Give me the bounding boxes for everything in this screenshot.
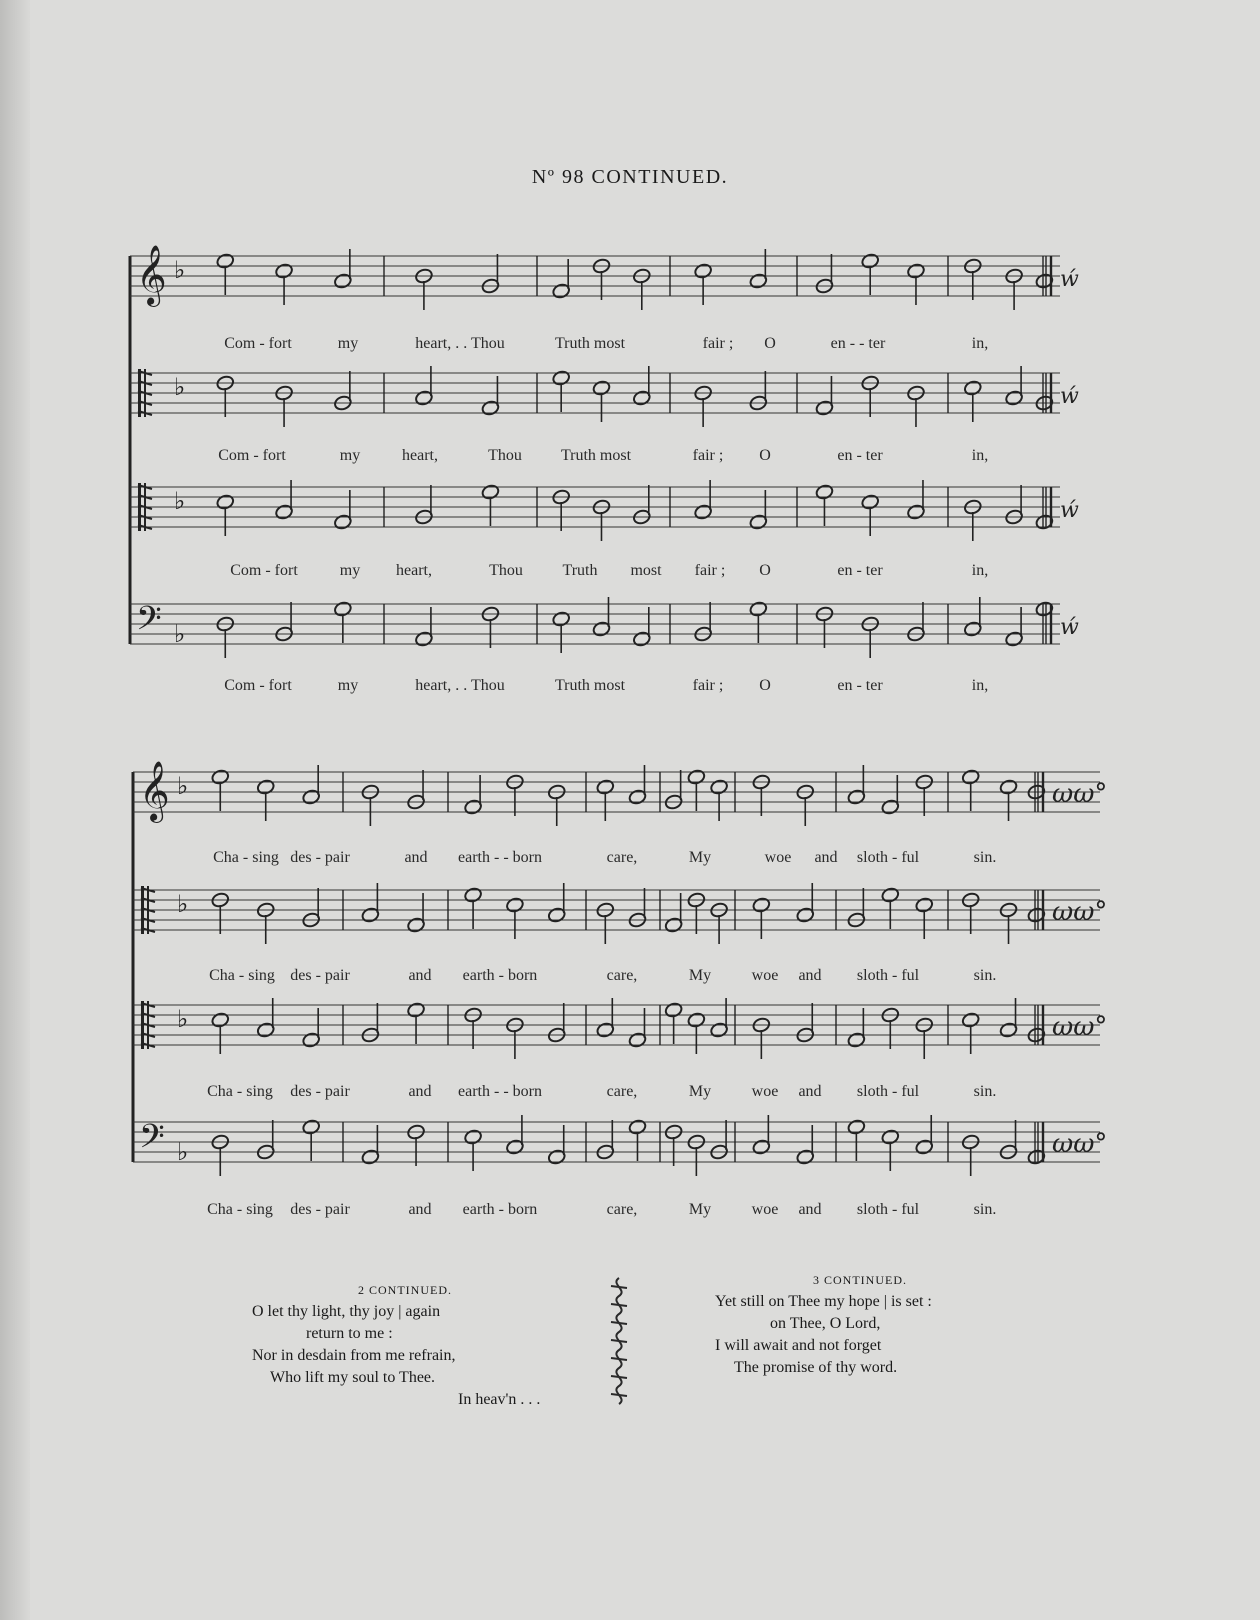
note-head — [592, 597, 611, 637]
verse-3-line: The promise of thy word. — [734, 1359, 898, 1376]
lyric-syllable: earth - born — [462, 967, 538, 984]
note-head — [915, 897, 934, 939]
note-head — [752, 1017, 771, 1059]
note-head — [481, 376, 500, 416]
note-head — [687, 769, 706, 811]
note-head — [333, 371, 352, 411]
note-head — [796, 883, 815, 923]
note-head — [361, 784, 380, 826]
lyric-syllable: in, — [971, 335, 989, 352]
lyric-syllable: care, — [606, 1083, 638, 1100]
note-head — [505, 774, 524, 816]
note-head — [596, 1120, 615, 1160]
lyric-syllable: Com - fort — [224, 677, 292, 694]
note-head — [632, 607, 651, 647]
note-head — [406, 1002, 425, 1044]
note-head — [961, 892, 980, 934]
lyric-syllable: Cha - sing — [207, 1083, 273, 1100]
custos-icon: ωω° — [1052, 897, 1108, 927]
note-head — [815, 606, 834, 648]
verse-2-heading: 2 CONTINUED. — [358, 1283, 452, 1297]
lyric-syllable: My — [688, 1201, 712, 1218]
note-head — [752, 774, 771, 816]
note-head — [216, 494, 235, 536]
note-head — [414, 366, 433, 406]
verse-3-line: I will await and not forget — [715, 1337, 882, 1354]
note-head — [906, 602, 925, 642]
note-head — [361, 883, 380, 923]
lyric-syllable: Cha - sing — [209, 967, 275, 984]
note-head — [505, 1115, 524, 1155]
note-head — [861, 494, 880, 536]
note-head — [847, 888, 866, 928]
note-head — [999, 998, 1018, 1038]
note-head — [752, 897, 771, 939]
lyric-syllable: in, — [971, 447, 989, 464]
lyric-syllable: earth - - born — [458, 849, 542, 866]
lyric-syllable: Com - fort — [218, 447, 286, 464]
custos-icon: ωω° — [1052, 1012, 1108, 1042]
note-head — [211, 1012, 230, 1054]
lyric-syllable: my — [337, 677, 359, 694]
lyric-syllable: Truth — [562, 562, 598, 579]
lyric-syllable: sloth - ful — [856, 1201, 920, 1218]
flat-icon: ♭ — [177, 1005, 189, 1033]
verse-2-line: Nor in desdain from me refrain, — [252, 1347, 456, 1364]
lyric-syllable: sloth - ful — [856, 1083, 920, 1100]
note-head — [481, 254, 500, 294]
lyric-syllable: fair ; — [692, 447, 724, 464]
note-head — [861, 616, 880, 658]
lyric-syllable: care, — [606, 967, 638, 984]
note-head — [361, 1003, 380, 1043]
bass-clef-icon: 𝄢 — [139, 1118, 165, 1164]
note-head — [302, 1008, 321, 1048]
lyric-syllable: care, — [606, 1201, 638, 1218]
lyric-syllable: Thou — [488, 447, 522, 464]
note-head — [333, 490, 352, 530]
note-head — [333, 601, 352, 643]
note-head — [592, 380, 611, 422]
note-head — [414, 607, 433, 647]
lyric-syllable: My — [688, 849, 712, 866]
note-head — [628, 1119, 647, 1161]
lyric-syllable: sin. — [973, 967, 997, 984]
lyric-syllable: my — [339, 562, 361, 579]
lyric-syllable: des - pair — [290, 1083, 350, 1100]
note-head — [216, 375, 235, 417]
note-head — [906, 263, 925, 305]
note-head — [847, 1008, 866, 1048]
note-head — [552, 259, 571, 299]
lyric-syllable: woe — [751, 967, 779, 984]
note-head — [915, 774, 934, 816]
notation-marks — [136, 245, 1107, 1176]
lyric-syllable: My — [688, 967, 712, 984]
note-head — [406, 893, 425, 933]
custos-icon: ωω° — [1052, 779, 1108, 809]
note-head — [211, 892, 230, 934]
note-head — [592, 499, 611, 541]
lyric-syllable: woe — [764, 849, 792, 866]
verse-2-block — [240, 1279, 570, 1411]
verse-3-line: Yet still on Thee my hope | is set : — [715, 1293, 932, 1310]
note-head — [749, 249, 768, 289]
lyric-syllable: en - ter — [837, 677, 883, 694]
note-head — [274, 385, 293, 427]
note-head — [632, 366, 651, 406]
note-head — [596, 779, 615, 821]
note-head — [302, 888, 321, 928]
note-head — [632, 268, 651, 310]
lyric-syllable: and — [798, 967, 822, 984]
lyric-syllable: Cha - sing — [207, 1201, 273, 1218]
note-head — [687, 1012, 706, 1054]
note-head — [847, 765, 866, 805]
note-head — [710, 998, 729, 1038]
note-head — [906, 480, 925, 520]
custos-icon: ẃ — [1060, 498, 1079, 523]
note-head — [710, 779, 729, 821]
note-head — [216, 616, 235, 658]
note-head — [1005, 485, 1024, 525]
note-head — [547, 883, 566, 923]
lyric-syllable: sin. — [973, 849, 997, 866]
note-head — [749, 601, 768, 643]
lyric-syllable: sloth - ful — [856, 967, 920, 984]
note-head — [796, 1003, 815, 1043]
note-head — [796, 1125, 815, 1165]
note-head — [881, 1129, 900, 1171]
note-head — [547, 1125, 566, 1165]
note-head — [361, 1125, 380, 1165]
staff-lines — [130, 256, 1100, 1162]
note-head — [999, 779, 1018, 821]
note-head — [464, 775, 483, 815]
note-head — [915, 1017, 934, 1059]
note-head — [211, 1134, 230, 1176]
note-head — [256, 779, 275, 821]
lyric-syllable: en - ter — [837, 562, 883, 579]
note-head — [963, 499, 982, 541]
lyric-syllable: O — [759, 562, 771, 579]
lyric-syllable: en - ter — [837, 447, 883, 464]
lyric-syllable: heart, — [402, 447, 438, 464]
note-head — [847, 1119, 866, 1161]
lyric-syllable: O — [759, 447, 771, 464]
note-head — [216, 253, 235, 295]
note-head — [961, 769, 980, 811]
note-head — [596, 998, 615, 1038]
note-head — [999, 1120, 1018, 1160]
lyric-syllable: des - pair — [290, 1201, 350, 1218]
lyric-syllable: woe — [751, 1083, 779, 1100]
note-head — [1005, 607, 1024, 647]
note-head — [464, 1007, 483, 1049]
lyric-syllable: and — [404, 849, 428, 866]
lyric-syllable: in, — [971, 677, 989, 694]
lyric-syllable: O — [759, 677, 771, 694]
lyric-syllable: Cha - sing — [213, 849, 279, 866]
note-head — [632, 485, 651, 525]
lyric-syllable: in, — [971, 562, 989, 579]
lyric-syllable: my — [339, 447, 361, 464]
note-head — [752, 1115, 771, 1155]
custos-icon: ẃ — [1060, 615, 1079, 640]
lyric-syllable: Com - fort — [224, 335, 292, 352]
lyric-syllable: and — [408, 1201, 432, 1218]
flat-icon: ♭ — [174, 373, 186, 401]
note-head — [796, 784, 815, 826]
lyric-syllable: Truth most — [560, 447, 632, 464]
lyric-syllable: earth - born — [462, 1201, 538, 1218]
lyric-syllable: sin. — [973, 1083, 997, 1100]
note-head — [664, 893, 683, 933]
note-head — [464, 1129, 483, 1171]
note-head — [505, 1017, 524, 1059]
lyric-syllable: O — [764, 335, 776, 352]
note-head — [815, 254, 834, 294]
verse-2-line: In heav'n . . . — [458, 1391, 541, 1408]
bass-clef-icon: 𝄢 — [136, 600, 162, 646]
note-head — [302, 1119, 321, 1161]
note-head — [628, 765, 647, 805]
flat-icon: ♭ — [174, 256, 186, 284]
note-head — [552, 611, 571, 653]
note-head — [1005, 366, 1024, 406]
note-head — [749, 490, 768, 530]
note-head — [963, 258, 982, 300]
lyric-syllable: woe — [751, 1201, 779, 1218]
note-head — [664, 1002, 683, 1044]
note-head — [694, 602, 713, 642]
lyric-syllable: most — [630, 562, 662, 579]
note-head — [256, 998, 275, 1038]
note-head — [552, 370, 571, 412]
treble-clef-icon: 𝄞 — [139, 761, 170, 821]
note-head — [547, 784, 566, 826]
note-head — [963, 380, 982, 422]
note-head — [881, 775, 900, 815]
lyric-syllable: des - pair — [290, 967, 350, 984]
note-head — [505, 897, 524, 939]
note-head — [406, 1124, 425, 1166]
note-head — [274, 480, 293, 520]
note-head — [302, 765, 321, 805]
lyric-syllable: and — [814, 849, 838, 866]
verse-3-block — [700, 1269, 1020, 1379]
lyric-syllable: and — [798, 1201, 822, 1218]
note-head — [963, 597, 982, 637]
note-head — [694, 385, 713, 427]
note-head — [481, 606, 500, 648]
lyric-syllable: heart, . . Thou — [415, 335, 505, 352]
lyric-syllable: My — [688, 1083, 712, 1100]
note-head — [481, 484, 500, 526]
note-head — [664, 1124, 683, 1166]
lyric-syllable: sloth - ful — [856, 849, 920, 866]
note-head — [694, 480, 713, 520]
lyric-syllable: fair ; — [702, 335, 734, 352]
lyric-syllable: sin. — [973, 1201, 997, 1218]
note-head — [628, 1008, 647, 1048]
note-head — [881, 1007, 900, 1049]
fleuron-ornament — [606, 1276, 632, 1411]
note-head — [414, 268, 433, 310]
note-head — [906, 385, 925, 427]
lyric-syllable: Truth most — [554, 677, 626, 694]
note-head — [1005, 268, 1024, 310]
verse-2-line: Who lift my soul to Thee. — [270, 1369, 436, 1386]
flat-icon: ♭ — [177, 890, 189, 918]
custos-icon: ẃ — [1060, 384, 1079, 409]
note-head — [815, 376, 834, 416]
note-head — [211, 769, 230, 811]
note-head — [592, 258, 611, 300]
lyric-syllable: heart, . . Thou — [415, 677, 505, 694]
lyric-syllable: Com - fort — [230, 562, 298, 579]
note-head — [999, 902, 1018, 944]
lyric-syllable: fair ; — [694, 562, 726, 579]
note-head — [710, 1120, 729, 1160]
note-head — [256, 1120, 275, 1160]
lyric-syllable: and — [798, 1083, 822, 1100]
note-head — [915, 1115, 934, 1155]
lyric-syllable: earth - - born — [458, 1083, 542, 1100]
note-head — [256, 902, 275, 944]
note-head — [596, 902, 615, 944]
lyric-syllable: fair ; — [692, 677, 724, 694]
note-head — [547, 1003, 566, 1043]
note-head — [414, 485, 433, 525]
note-head — [464, 887, 483, 929]
lyric-syllable: Truth most — [554, 335, 626, 352]
lyric-syllable: and — [408, 1083, 432, 1100]
flat-icon: ♭ — [177, 1138, 189, 1166]
note-head — [961, 1012, 980, 1054]
verse-2-line: O let thy light, thy joy | again — [252, 1303, 441, 1320]
custos-icon: ωω° — [1052, 1129, 1108, 1159]
lyric-syllable: my — [337, 335, 359, 352]
flat-icon: ♭ — [174, 487, 186, 515]
note-head — [861, 375, 880, 417]
lyric-syllable: heart, — [396, 562, 432, 579]
note-head — [961, 1134, 980, 1176]
lyric-syllable: Thou — [489, 562, 523, 579]
note-head — [552, 489, 571, 531]
treble-clef-icon: 𝄞 — [136, 245, 167, 305]
note-head — [274, 602, 293, 642]
lyrics-layer — [207, 335, 996, 1218]
note-head — [664, 770, 683, 810]
note-head — [687, 892, 706, 934]
note-head — [628, 888, 647, 928]
note-head — [333, 249, 352, 289]
flat-icon: ♭ — [177, 772, 189, 800]
note-head — [749, 371, 768, 411]
verse-2-line: return to me : — [306, 1325, 393, 1342]
flat-icon: ♭ — [174, 620, 186, 648]
note-head — [815, 484, 834, 526]
note-head — [881, 887, 900, 929]
lyric-syllable: en - - ter — [830, 335, 886, 352]
lyric-syllable: and — [408, 967, 432, 984]
verse-3-heading: 3 CONTINUED. — [813, 1273, 907, 1287]
lyric-syllable: care, — [606, 849, 638, 866]
note-head — [861, 253, 880, 295]
note-head — [687, 1134, 706, 1176]
note-head — [710, 902, 729, 944]
note-head — [274, 263, 293, 305]
lyric-syllable: des - pair — [290, 849, 350, 866]
verse-3-line: on Thee, O Lord, — [770, 1315, 881, 1332]
note-head — [406, 770, 425, 810]
custos-icon: ẃ — [1060, 267, 1079, 292]
page-title: Nº 98 CONTINUED. — [531, 166, 729, 188]
note-head — [694, 263, 713, 305]
